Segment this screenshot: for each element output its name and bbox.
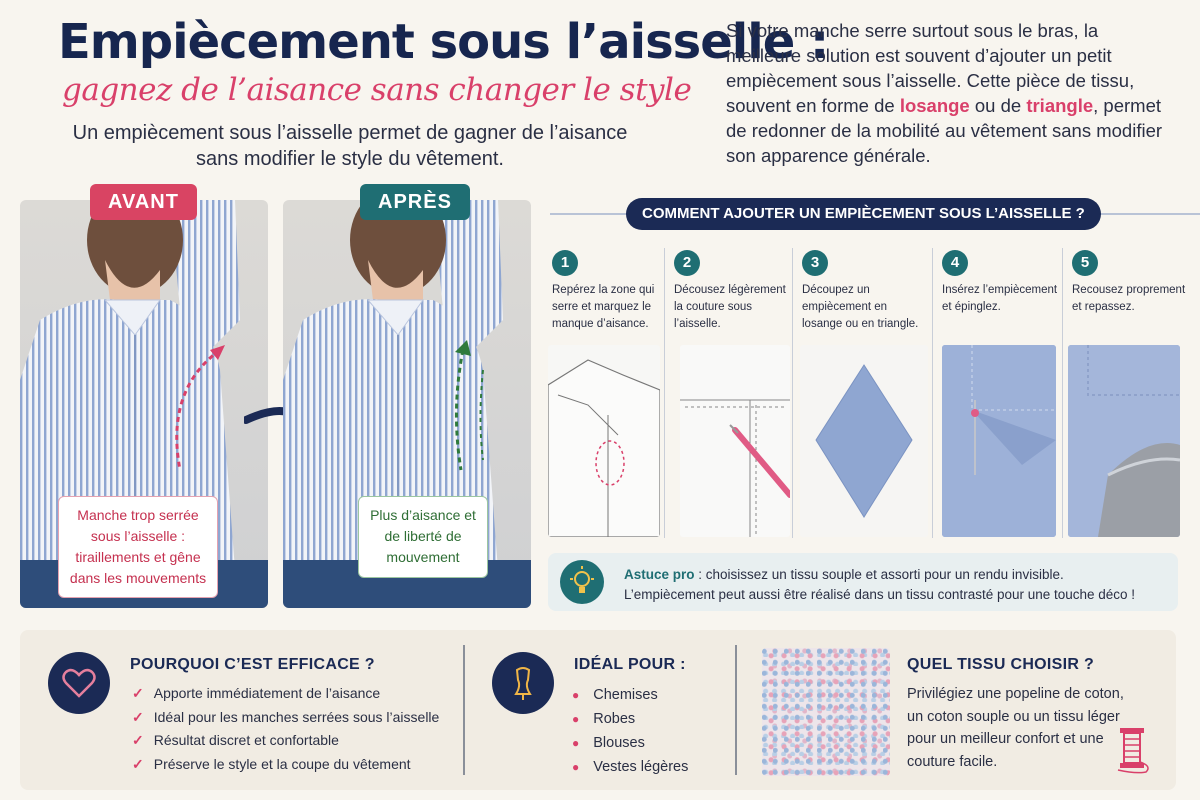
bullet-icon: ●	[572, 688, 580, 702]
step-text: Recousez proprement et repassez.	[1072, 284, 1186, 313]
before-caption: Manche trop serrée sous l’aisselle : tiraillements et gêne dans les mouvements	[58, 496, 218, 598]
check-icon: ✓	[132, 732, 144, 748]
intro-text-1: Si votre manche serre surtout sous le bras, la meilleure solution est souvent d’ajouter un petit empiècement sous l’aisselle. Cette pièce de tissu, souvent en forme de	[726, 20, 1135, 116]
ideal-item-text: Chemises	[593, 687, 658, 703]
bullet-icon: ●	[572, 736, 580, 750]
step-4-image	[942, 345, 1056, 537]
step-divider	[792, 248, 793, 538]
why-title: POURQUOI C’EST EFFICACE ?	[130, 656, 375, 673]
seam-ripper-icon	[680, 345, 790, 537]
step-5	[1072, 250, 1194, 316]
lightbulb-icon	[560, 560, 604, 604]
why-list	[132, 682, 439, 776]
step-number: 1	[552, 250, 578, 276]
section-divider	[735, 645, 737, 775]
list-item	[132, 682, 439, 706]
bullet-icon: ●	[572, 712, 580, 726]
step-divider	[664, 248, 665, 538]
intro-highlight-triangle: triangle	[1026, 95, 1094, 116]
section-divider	[463, 645, 465, 775]
check-icon: ✓	[132, 708, 144, 725]
fabric-text: Privilégiez une popeline de coton, un coton souple ou un tissu léger pour un meilleur confort et une couture facile.	[907, 686, 1124, 770]
tip-label: Astuce pro	[624, 567, 695, 582]
intro-text-2: ou de	[969, 95, 1027, 116]
thread-spool-icon	[1112, 722, 1156, 774]
step-text: Insérez l’empiècement et épinglez.	[942, 284, 1058, 313]
heart-icon	[48, 652, 110, 714]
check-icon: ✓	[132, 685, 144, 701]
step-divider	[1062, 248, 1063, 538]
ideal-title: IDÉAL POUR :	[574, 656, 686, 673]
list-item	[572, 683, 688, 707]
intro-highlight-losange: losange	[899, 95, 970, 116]
why-item-text: Idéal pour les manches serrées sous l’aisselle	[153, 708, 440, 725]
list-item	[132, 753, 439, 777]
tip-line-2: L’empiècement peut aussi être réalisé dans un tissu contrasté pour une touche déco !	[624, 587, 1136, 602]
bullet-icon: ●	[572, 760, 580, 774]
tip-text	[624, 565, 1164, 605]
step-4	[942, 250, 1064, 316]
ideal-item-text: Blouses	[593, 735, 645, 751]
intro-paragraph	[726, 18, 1166, 168]
step-text: Découpez un empiècement en losange ou en triangle.	[802, 284, 919, 330]
pin-insert-icon	[942, 345, 1056, 537]
page-title: Empiècement sous l’aisselle :	[58, 14, 829, 70]
ideal-item-text: Vestes légères	[593, 759, 689, 775]
steps-title: COMMENT AJOUTER UN EMPIÈCEMENT SOUS L’AISSELLE ?	[626, 198, 1101, 230]
dress-form-icon	[492, 652, 554, 714]
fabric-title: QUEL TISSU CHOISIR ?	[907, 656, 1095, 673]
step-1-image	[548, 345, 660, 537]
ideal-item-text: Robes	[593, 711, 636, 727]
list-item	[572, 707, 688, 731]
check-icon: ✓	[132, 755, 144, 772]
step-2	[674, 250, 796, 333]
shirt-sketch-icon	[548, 345, 660, 537]
ideal-list	[572, 683, 688, 779]
why-item-text: Apporte immédiatement de l’aisance	[153, 685, 381, 701]
list-item	[132, 729, 439, 753]
tip-line-1: : choisissez un tissu souple et assorti pour un rendu invisible.	[694, 567, 1064, 582]
why-item-text: Résultat discret et confortable	[153, 732, 339, 748]
step-3-image	[800, 345, 928, 537]
list-item	[572, 731, 688, 755]
page-subtitle: gagnez de l’aisance sans changer le style	[62, 72, 692, 108]
list-item	[572, 755, 688, 779]
iron-icon	[1068, 345, 1180, 537]
step-3	[802, 250, 924, 333]
why-item-text: Préserve le style et la coupe du vêtement	[153, 755, 411, 772]
after-caption: Plus d’aisance et de liberté de mouvement	[358, 496, 488, 578]
step-number: 5	[1072, 250, 1098, 276]
intro-text-3: , permet de redonner de la mobilité au vêtement sans modifier son apparence générale.	[726, 95, 1163, 166]
before-badge: AVANT	[90, 184, 197, 220]
step-5-image	[1068, 345, 1180, 537]
after-badge: APRÈS	[360, 184, 470, 220]
step-number: 4	[942, 250, 968, 276]
lead-text: Un empiècement sous l’aisselle permet de gagner de l’aisance sans modifier le style du vêtement.	[72, 122, 628, 170]
step-1	[552, 250, 674, 333]
step-number: 2	[674, 250, 700, 276]
step-divider	[932, 248, 933, 538]
fabric-swatch	[762, 648, 890, 776]
step-number: 3	[802, 250, 828, 276]
step-text: Décousez légèrement la couture sous l’aisselle.	[674, 284, 786, 330]
list-item	[132, 706, 439, 730]
step-text: Repérez la zone qui serre et marquez le manque d’aisance.	[552, 284, 655, 330]
diamond-fabric-icon	[800, 345, 928, 537]
step-2-image	[680, 345, 790, 537]
